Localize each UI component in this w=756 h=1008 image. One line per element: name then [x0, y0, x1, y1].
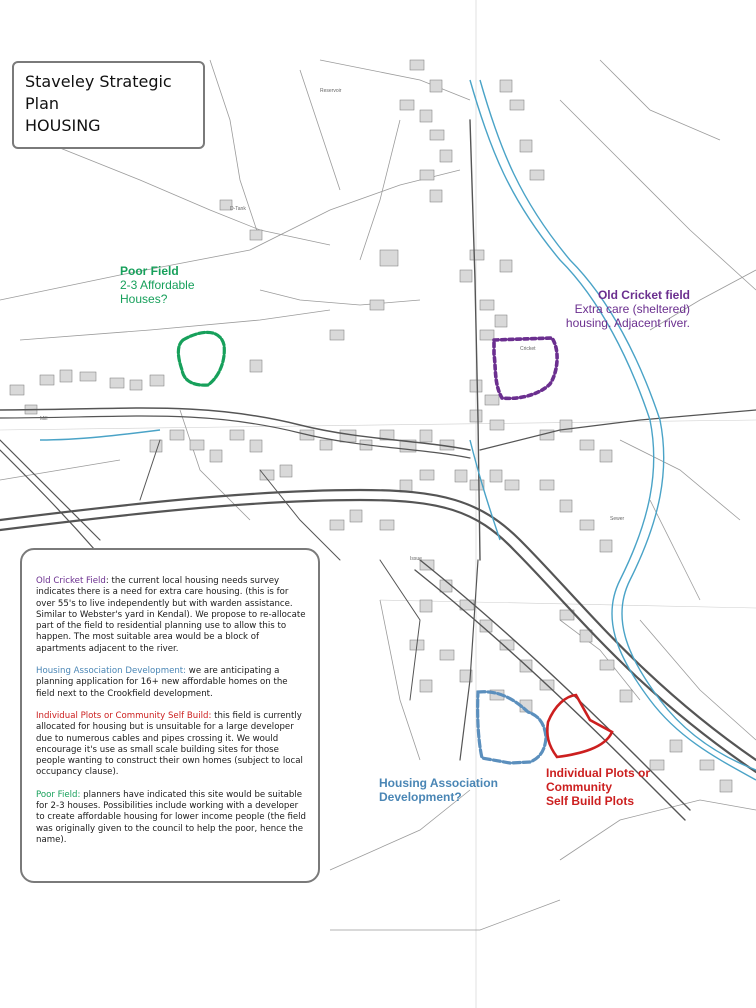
housing-association-line-2: Development?: [379, 790, 462, 804]
poor-field-label: [120, 264, 195, 306]
note-individual-plots-heading: Individual Plots or Community Self Build:: [36, 710, 212, 721]
svg-text:Mill: Mill: [40, 416, 48, 422]
svg-text:Reservoir: Reservoir: [320, 88, 342, 94]
note-individual-plots: [36, 711, 308, 779]
note-poor-field-text: planners have indicated this site would be suitable for 2-3 houses. Possibilities include working with a developer to create affordable housing for lower income people (the field was originally given to the council to help the poor, hence the name).: [36, 789, 307, 845]
note-housing-association: [36, 666, 308, 700]
notes-box: [20, 548, 320, 883]
title-line-2: Plan: [25, 94, 60, 113]
old-cricket-field-label: [566, 288, 690, 330]
individual-plots-line-3: Self Build Plots: [546, 794, 635, 808]
svg-text:Cricket: Cricket: [520, 346, 536, 352]
individual-plots-label: [546, 766, 650, 808]
svg-text:D-Tank: D-Tank: [230, 206, 246, 212]
title-line-1: Staveley Strategic: [25, 72, 172, 91]
housing-association-outline[interactable]: [478, 692, 546, 763]
housing-association-label: [379, 776, 498, 804]
note-housing-association-text: we are anticipating a planning application for 16+ new affordable homes on the field next to the Crookfield development.: [36, 666, 288, 699]
svg-text:Issue: Issue: [410, 556, 422, 562]
old-cricket-field-line-1: Extra care (sheltered): [574, 302, 690, 316]
note-old-cricket: [36, 576, 308, 655]
note-poor-field-heading: Poor Field:: [36, 789, 81, 800]
individual-plots-line-2: Community: [546, 780, 612, 794]
note-poor-field: [36, 790, 308, 846]
individual-plots-outline[interactable]: [547, 695, 612, 757]
poor-field-outline[interactable]: [178, 332, 224, 385]
old-cricket-field-line-2: housing. Adjacent river.: [565, 316, 690, 330]
title-line-3: HOUSING: [25, 116, 101, 135]
poor-field-line-2: Houses?: [120, 292, 168, 306]
old-cricket-field-title: Old Cricket field: [597, 288, 690, 302]
note-old-cricket-heading: Old Cricket Field: [36, 576, 106, 586]
note-housing-association-heading: Housing Association Development:: [36, 666, 187, 677]
poor-field-title: Poor Field: [120, 264, 179, 278]
svg-text:Sewer: Sewer: [610, 516, 625, 522]
poor-field-line-1: 2-3 Affordable: [120, 278, 195, 292]
note-old-cricket-text: : the current local housing needs survey indicates there is a need for extra care housing. (this is for over 55's to live independently but with warden assistance. Similar to Webster's yard in Kendal). We propose to re-allocate part of the field to residential planning use to allow this to happen. The most suitable area would be a block of apartments adjacent to the river.: [36, 576, 306, 654]
individual-plots-line-1: Individual Plots or: [546, 766, 651, 780]
title-box: [12, 61, 205, 149]
housing-association-line-1: Housing Association: [379, 776, 498, 790]
note-individual-plots-text: this field is currently allocated for housing but is unsuitable for a large developer due to numerous cables and pipes crossing it. We would encourage it's use as small scale building sites for those people wanting to construct their own homes (subject to local occupancy clause).: [36, 710, 303, 778]
